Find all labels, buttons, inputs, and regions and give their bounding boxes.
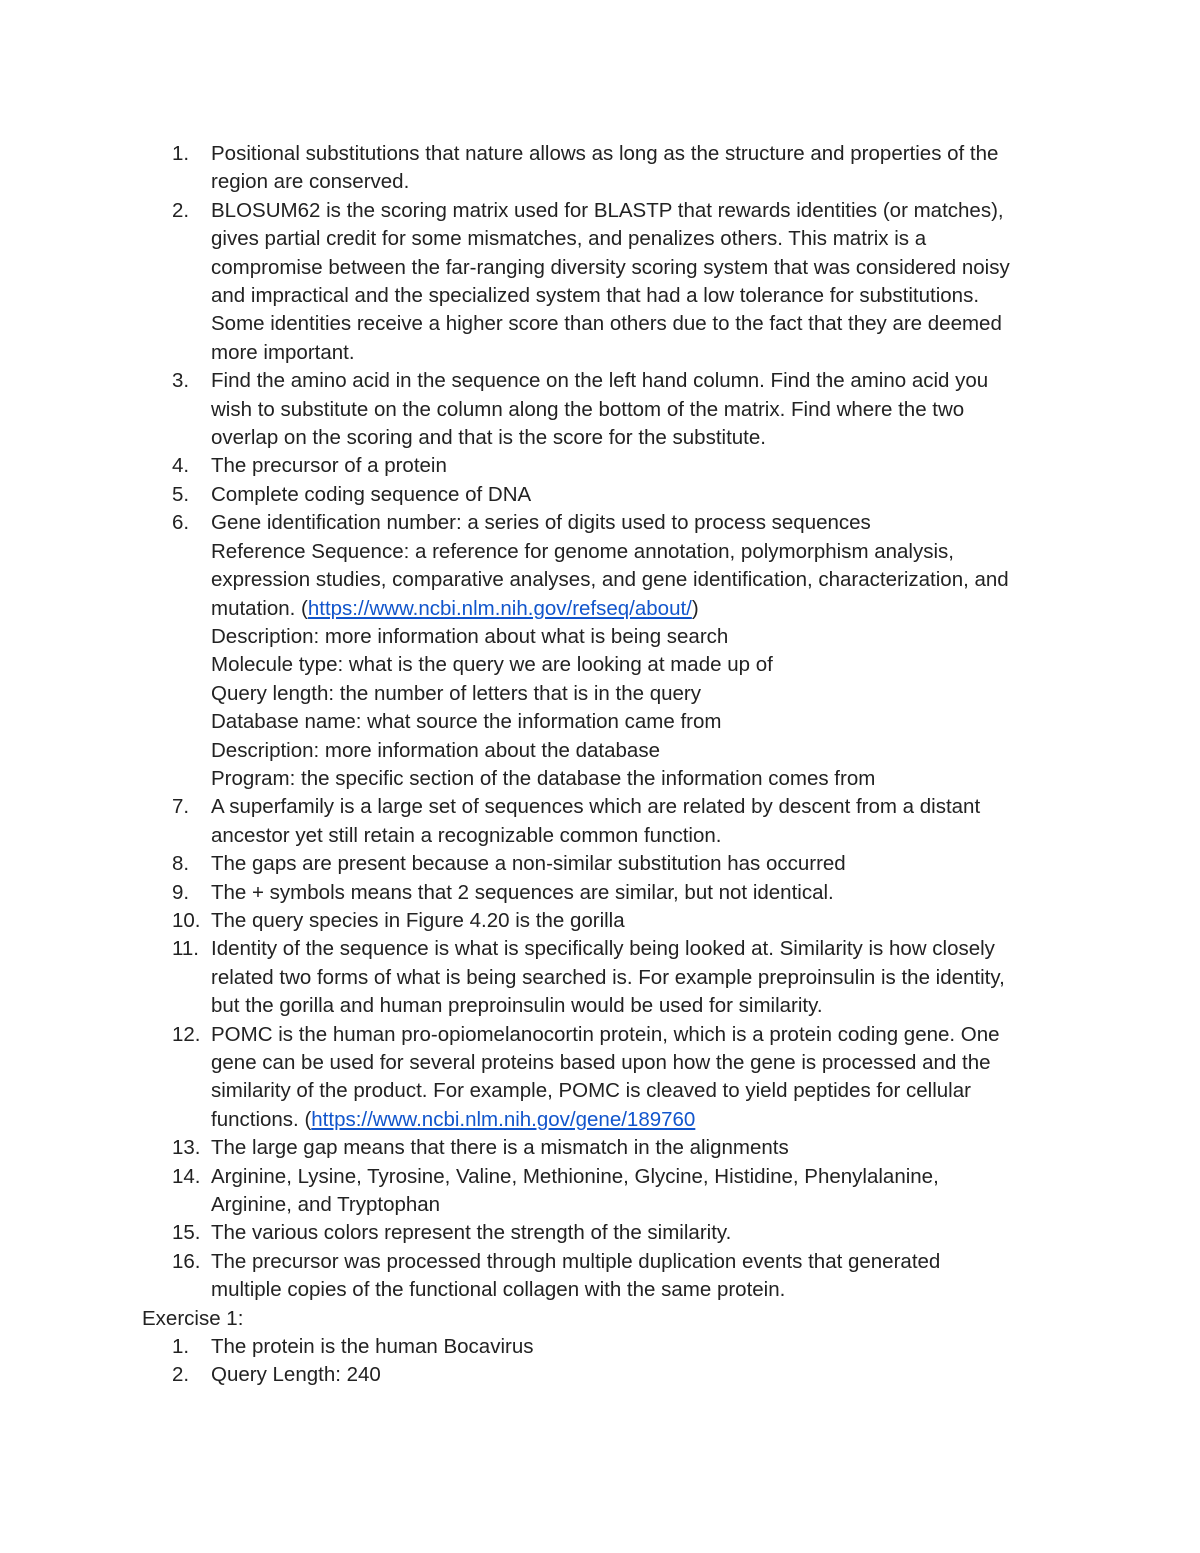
list-item-text: POMC is the human pro-opiomelanocortin protein, which is a protein coding gene. One: [211, 1022, 1000, 1046]
list-item-text: wish to substitute on the column along the bottom of the matrix. Find where the two: [211, 397, 965, 421]
list-number: 1.: [172, 142, 190, 165]
list-item-text: BLOSUM62 is the scoring matrix used for BLASTP that rewards identities (or matches),: [211, 198, 1004, 222]
list-item-text: compromise between the far-ranging diversity scoring system that was considered noisy: [211, 255, 1010, 279]
list-item-text: Arginine, Lysine, Tyrosine, Valine, Methionine, Glycine, Histidine, Phenylalanine,: [211, 1164, 939, 1188]
list-item-text-with-link: [211, 1106, 1072, 1134]
list-number: 3.: [172, 369, 190, 393]
list-number: 2.: [172, 1363, 190, 1387]
list-item-text: Gene identification number: a series of digits used to process sequences: [211, 511, 871, 535]
list-item-text: Find the amino acid in the sequence on the left hand column. Find the amino acid you: [211, 369, 989, 393]
list-item: [142, 935, 1072, 1020]
list-item-text: Positional substitutions that nature allows as long as the structure and properties of the: [211, 142, 999, 165]
list-number: 7.: [172, 795, 190, 819]
reference-link[interactable]: https://www.ncbi.nlm.nih.gov/gene/189760: [311, 1107, 696, 1131]
exercise-list: [142, 1333, 1072, 1390]
list-item: [142, 1248, 1072, 1305]
list-item-text: Query Length: 240: [211, 1363, 381, 1387]
list-item-text: related two forms of what is being searched is. For example preproinsulin is the identity,: [211, 965, 1005, 989]
list-item-text: expression studies, comparative analyses, and gene identification, characterization, and: [211, 568, 1009, 592]
list-item-text: Molecule type: what is the query we are looking at made up of: [211, 653, 773, 677]
list-item-text: Reference Sequence: a reference for genome annotation, polymorphism analysis,: [211, 539, 954, 563]
document-body: [142, 140, 1072, 1390]
list-item: [142, 1163, 1072, 1220]
list-item-text: Some identities receive a higher score than others due to the fact that they are deemed: [211, 312, 1002, 336]
list-item-text: The protein is the human Bocavirus: [211, 1335, 534, 1359]
list-number: 11.: [172, 937, 199, 961]
list-number: 5.: [172, 482, 190, 506]
list-item: [142, 509, 1072, 793]
list-number: 14.: [172, 1164, 201, 1188]
list-item-text: Database name: what source the information came from: [211, 710, 722, 734]
list-item: [142, 1333, 1072, 1361]
list-item-text: region are conserved.: [211, 170, 410, 194]
list-item-text: The large gap means that there is a mismatch in the alignments: [211, 1136, 789, 1160]
list-number: 13.: [172, 1136, 201, 1160]
exercise-heading: Exercise 1:: [142, 1306, 244, 1330]
list-number: 12.: [172, 1022, 201, 1046]
list-item: [142, 1134, 1072, 1162]
list-item-text: Program: the specific section of the database the information comes from: [211, 766, 876, 790]
list-number: 15.: [172, 1221, 201, 1245]
list-item-text: Description: more information about what is being search: [211, 624, 729, 648]
list-item-text: The gaps are present because a non-similar substitution has occurred: [211, 852, 846, 876]
list-number: 1.: [172, 1335, 190, 1359]
list-number: 8.: [172, 852, 190, 876]
list-number: 6.: [172, 511, 190, 535]
list-item-text: overlap on the scoring and that is the score for the substitute.: [211, 426, 766, 450]
list-item-text: The query species in Figure 4.20 is the gorilla: [211, 908, 625, 932]
list-item-text: Arginine, and Tryptophan: [211, 1193, 441, 1217]
list-item-text: Description: more information about the database: [211, 738, 660, 762]
list-item-text: but the gorilla and human preproinsulin would be used for similarity.: [211, 994, 823, 1018]
list-item: [142, 1021, 1072, 1135]
list-item: [142, 907, 1072, 935]
list-item: [142, 1361, 1072, 1389]
list-item-text: gives partial credit for some mismatches, and penalizes others. This matrix is a: [211, 227, 927, 251]
list-item-text: The precursor was processed through multiple duplication events that generated: [211, 1249, 941, 1273]
list-item-text: gene can be used for several proteins based upon how the gene is processed and the: [211, 1051, 991, 1074]
list-item: [142, 1219, 1072, 1247]
list-item-text: The various colors represent the strength of the similarity.: [211, 1221, 732, 1245]
list-item-text: multiple copies of the functional collagen with the same protein.: [211, 1278, 786, 1302]
list-item-text: Complete coding sequence of DNA: [211, 482, 532, 506]
list-item-text: Identity of the sequence is what is specifically being looked at. Similarity is how closely: [211, 937, 995, 961]
list-item: [142, 879, 1072, 907]
list-number: 2.: [172, 198, 190, 222]
list-item: [142, 452, 1072, 480]
list-item: [142, 197, 1072, 367]
list-item-text-with-link: [211, 595, 1072, 623]
list-number: 10.: [172, 908, 201, 932]
list-item: [142, 367, 1072, 452]
list-item-text: The precursor of a protein: [211, 454, 447, 478]
link-prefix-text: functions. (: [211, 1107, 312, 1131]
list-item-text: The + symbols means that 2 sequences are similar, but not identical.: [211, 880, 834, 904]
list-item-text: A superfamily is a large set of sequences which are related by descent from a distant: [211, 795, 981, 819]
list-number: 16.: [172, 1249, 201, 1273]
link-prefix-text: mutation. (: [211, 596, 308, 620]
list-item-text: more important.: [211, 340, 355, 364]
list-item: [142, 481, 1072, 509]
list-item: [142, 793, 1072, 850]
list-number: 9.: [172, 880, 190, 904]
list-item-text: Query length: the number of letters that is in the query: [211, 681, 701, 705]
list-item-text: similarity of the product. For example, POMC is cleaved to yield peptides for cellular: [211, 1079, 971, 1103]
answers-list: [142, 140, 1072, 1305]
link-suffix-text: ): [691, 596, 699, 620]
list-item-text: ancestor yet still retain a recognizable common function.: [211, 823, 722, 847]
reference-link[interactable]: https://www.ncbi.nlm.nih.gov/refseq/about/: [307, 596, 692, 620]
list-item-text: and impractical and the specialized system that had a low tolerance for substitutions.: [211, 284, 980, 308]
list-item: [142, 140, 1072, 197]
list-number: 4.: [172, 454, 190, 478]
list-item: [142, 850, 1072, 878]
